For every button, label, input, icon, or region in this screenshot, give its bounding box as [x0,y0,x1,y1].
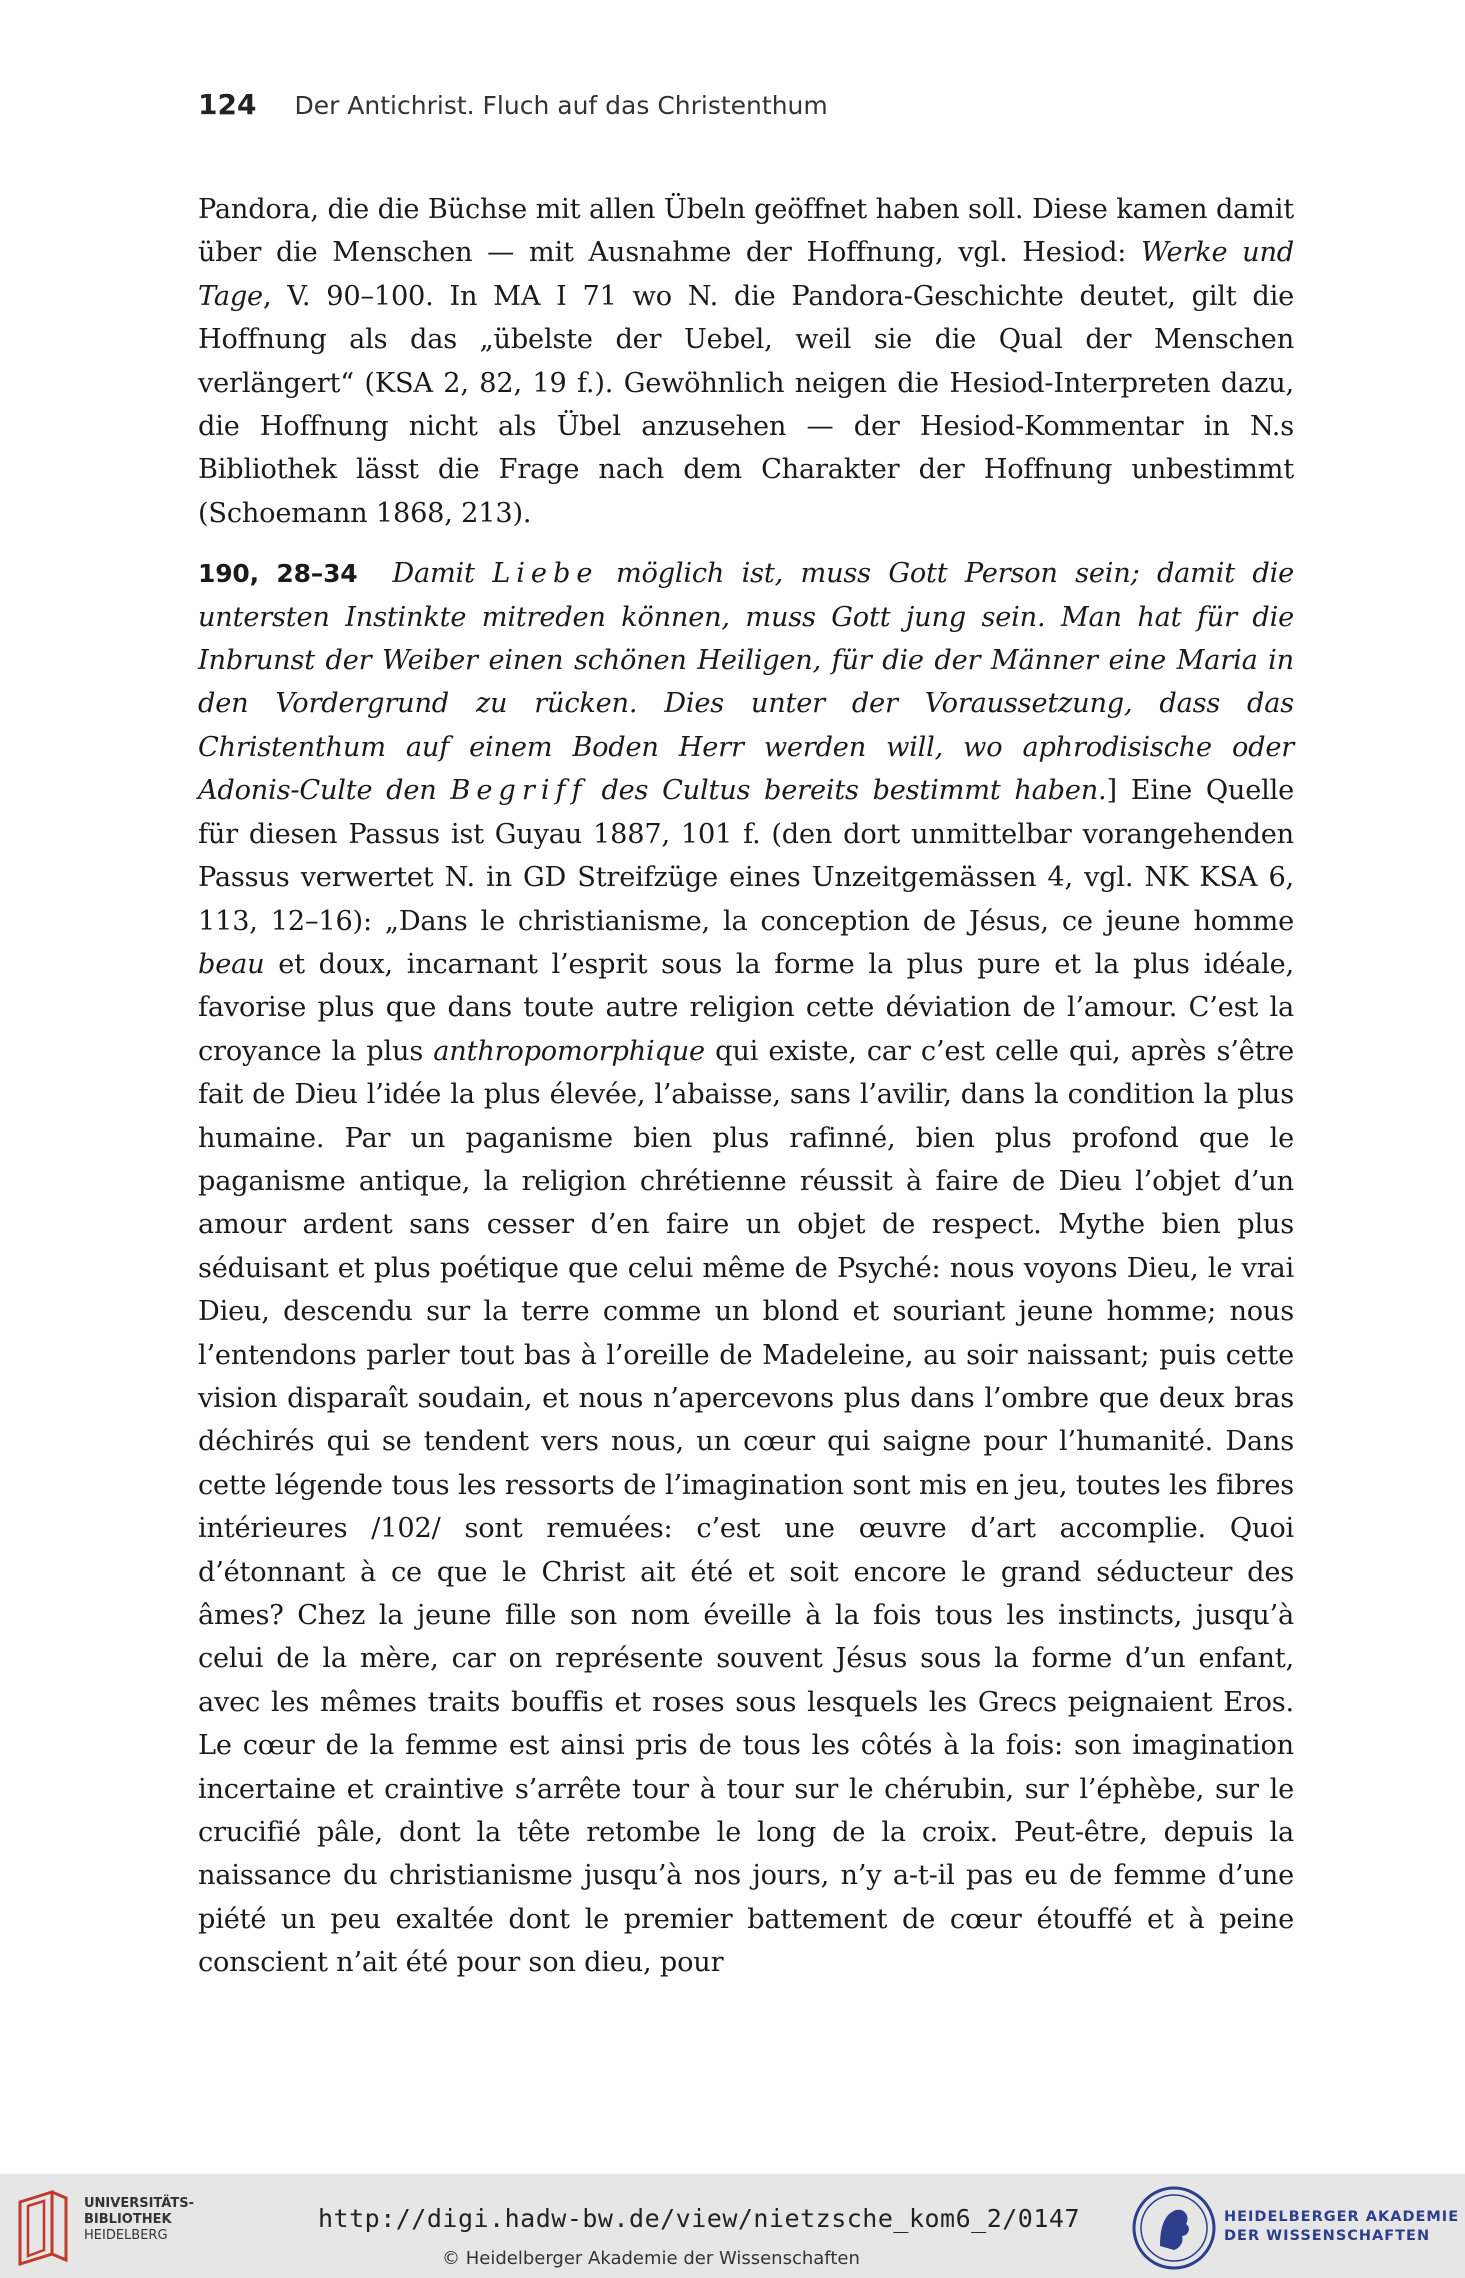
commentary-entry [198,552,1294,1984]
commentary-text: et doux, incarnant l’esprit sous la forme la plus pure et la plus idéale, favorise plus que dans toute autre religion cette déviation de l’amour. C’est la croyance la plus [198,948,1294,1067]
lemma-reference: 190, 28–34 [198,559,358,589]
lemma-text: des Cultus bereits bestimmt haben. [587,775,1107,807]
body-text [198,188,1294,1985]
commentary-text: ] Eine Quelle für diesen Passus ist Guyau 1887, 101 f. (den dort unmittelbar vorangehenden Passus verwertet N. in GD Streifzüge eines Unzeitgemässen 4, vgl. NK KSA 6, 113, 12–16): „Dans le christianisme, la conception de Jésus, ce jeune homme [198,775,1294,937]
library-name-line: BIBLIOTHEK [84,2212,172,2227]
emphasis-text: anthropomorphique [433,1035,705,1067]
copyright-notice: © Heidelberger Akademie der Wissenschaften [442,2248,860,2269]
paragraph-text: Pandora, die die Büchse mit allen Übeln geöffnet haben soll. Diese kamen damit über die Menschen — mit Ausnahme der Hoffnung, vgl. Hesiod: [198,194,1294,269]
lemma-text: möglich ist, muss Gott Person sein; damit die untersten Instinkte mitreden können, muss Gott jung sein. Man hat für die Inbrunst der Weiber einen schönen Heiligen, für die der Männer eine Maria in den Vordergrund zu rücken. Dies unter der Voraussetzung, dass das Christenthum auf einem Boden Herr werden will, wo aphrodisische oder Adonis-Culte den [198,558,1295,807]
lemma [198,558,1294,806]
academy-seal-icon[interactable] [1130,2184,1218,2272]
running-head [198,88,828,121]
academy-name-line: DER WISSENSCHAFTEN [1224,2228,1431,2244]
lemma-emphasis: Begriff [450,775,588,807]
book-title: Werke und Tage [198,237,1294,312]
lemma-text: Damit [392,558,493,590]
library-name [84,2196,194,2244]
library-name-line: HEIDELBERG [84,2228,168,2243]
commentary-text: qui existe, car c’est celle qui, après s’être fait de Dieu l’idée la plus élevée, l’abaisse, sans l’avilir, dans la condition la plus humaine. Par un paganisme bien plus rafinné, bien plus profond que le paganisme antique, la religion chrétienne réussit à faire de Dieu l’objet d’un amour ardent sans cesser d’en faire un objet de respect. Mythe bien plus séduisant et plus poétique que celui même de Psyché: nous voyons Dieu, le vrai Dieu, descendu sur la terre comme un blond et souriant jeune homme; nous l’entendons parler tout bas à l’oreille de Madeleine, au soir naissant; puis cette vision disparaît soudain, et nous n’apercevons plus dans l’ombre que deux bras déchirés qui se tendent vers nous, un cœur qui saigne pour l’humanité. Dans cette légende tous les ressorts de l’imagination sont mis en jeu, toutes les fibres intérieures /102/ sont remuées: c’est une œuvre d’art accomplie. Quoi d’étonnant à ce que le Christ ait été et soit encore le grand séducteur des âmes? Chez la jeune fille son nom éveille à la fois tous les instincts, jusqu’à celui de la mère, car on représente souvent Jésus sous la forme d’un enfant, avec les mêmes traits bouffis et roses sous lesquels les Grecs peignaient Eros. Le cœur de la femme est ainsi pris de tous les côtés à la fois: son imagination incertaine et craintive s’arrête tour à tour sur le chérubin, sur l’éphèbe, sur le crucifié pâle, dont la tête retombe le long de la croix. Peut-être, depuis la naissance du christianisme jusqu’à nos jours, n’y a-t-il pas eu de femme d’une piété un peu exaltée dont le premier battement de cœur étouffé et à peine conscient n’ait été pour son dieu, pour [198,1035,1294,1979]
lemma-emphasis: Liebe [492,558,599,590]
footer-bar [0,2174,1465,2278]
academy-name [1224,2208,1459,2246]
emphasis-text: beau [198,948,265,980]
source-url-link[interactable]: http://digi.hadw-bw.de/view/nietzsche_kom6_2/0147 [318,2204,1081,2233]
paragraph-pandora [198,188,1294,535]
academy-name-line: HEIDELBERGER AKADEMIE [1224,2209,1460,2225]
library-name-line: UNIVERSITÄTS- [84,2196,194,2211]
running-title: Der Antichrist. Fluch auf das Christenthum [294,91,828,120]
page-number: 124 [198,88,257,121]
university-library-logo-icon[interactable] [14,2184,74,2270]
paragraph-text: , V. 90–100. In MA I 71 wo N. die Pandora-Geschichte deutet, gilt die Hoffnung als das „übelste der Uebel, weil sie die Qual der Menschen verlängert“ (KSA 2, 82, 19 f.). Gewöhnlich neigen die Hesiod-Interpreten dazu, die Hoffnung nicht als Übel anzusehen — der Hesiod-Kommentar in N.s Bibliothek lässt die Frage nach dem Charakter der Hoffnung unbestimmt (Schoemann 1868, 213). [198,280,1294,529]
